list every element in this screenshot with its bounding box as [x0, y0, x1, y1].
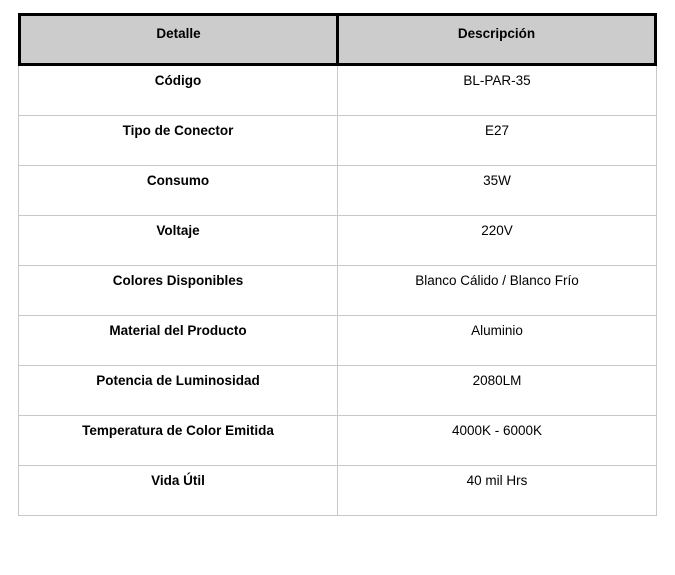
row-value: Blanco Cálido / Blanco Frío: [415, 273, 579, 288]
table-row: [19, 66, 656, 116]
row-label: Temperatura de Color Emitida: [19, 416, 338, 465]
row-value: E27: [484, 123, 510, 138]
row-label: Vida Útil: [19, 466, 338, 515]
row-value: BL-PAR-35: [463, 73, 531, 88]
table-body: [18, 66, 657, 516]
row-label: Consumo: [19, 166, 338, 215]
spec-table: [18, 13, 657, 516]
table-row: [19, 416, 656, 466]
header-descripcion: Descripción: [457, 26, 536, 41]
table-row: [19, 216, 656, 266]
row-label: Potencia de Luminosidad: [19, 366, 338, 415]
table-row: [19, 166, 656, 216]
row-value: 4000K - 6000K: [451, 423, 543, 438]
row-label: Material del Producto: [19, 316, 338, 365]
table-row: [19, 116, 656, 166]
table-row: [19, 466, 656, 516]
header-detalle: Detalle: [21, 16, 339, 63]
row-value: Aluminio: [471, 323, 523, 338]
table-row: [19, 366, 656, 416]
row-value: 40 mil Hrs: [466, 473, 528, 488]
row-label: Colores Disponibles: [19, 266, 338, 315]
row-label: Voltaje: [19, 216, 338, 265]
table-row: [19, 316, 656, 366]
row-label: Tipo de Conector: [19, 116, 338, 165]
row-value: 220V: [481, 223, 513, 238]
table-row: [19, 266, 656, 316]
row-value: 2080LM: [472, 373, 522, 388]
row-label: Código: [19, 66, 338, 115]
table-header-row: [18, 13, 657, 66]
row-value: 35W: [483, 173, 511, 188]
